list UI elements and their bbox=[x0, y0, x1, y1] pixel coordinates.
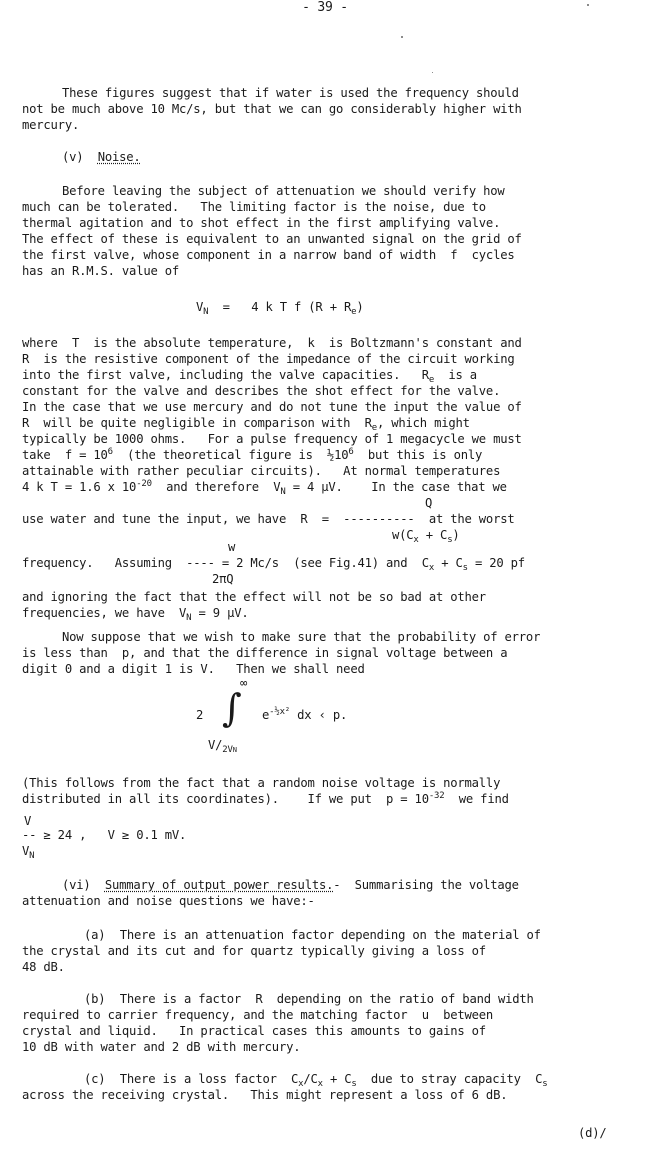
para3-line: use water and tune the input, we have R = ---------- at the worst bbox=[22, 512, 515, 526]
para3-line: and ignoring the fact that the effect will not be so bad at other bbox=[22, 590, 486, 604]
section-number: (v) bbox=[62, 150, 84, 164]
para2-line: the first valve, whose component in a narrow band of width f cycles bbox=[22, 248, 515, 262]
fraction-denominator-2piQ: 2πQ bbox=[212, 572, 234, 586]
para3-line: take $f = 10^6$ (the theoretical figure is $\frac{1}{2}10^6$ but this is only bbox=[22, 447, 483, 462]
para1-line: mercury. bbox=[22, 118, 80, 132]
section-heading-summary: (vi) Summary of output power results.- Summarising the voltage bbox=[62, 878, 519, 892]
section-heading-noise bbox=[62, 150, 141, 165]
para2-line: The effect of these is equivalent to an unwanted signal on the grid of bbox=[22, 232, 522, 246]
para3-line: constant for the valve and describes the shot effect for the valve. bbox=[22, 384, 501, 398]
para5-line: distributed in all its coordinates). If we put $p = 10^{-32}$ we find bbox=[22, 791, 509, 806]
para3-line: 4 k T = 1.6 x $10^{-20}$ and therefore $V_N = 4$ μV. In the case that we bbox=[22, 479, 507, 497]
lower-limit: $V/_{2VN}$ bbox=[208, 738, 237, 755]
section-vi-line: attenuation and noise questions we have:- bbox=[22, 894, 315, 908]
para5-line: (This follows from the fact that a random noise voltage is normally bbox=[22, 776, 501, 790]
para3-line: attainable with rather peculiar circuits). At normal temperatures bbox=[22, 464, 501, 478]
para1-line: not be much above 10 Mc/s, but that we can go considerably higher with bbox=[22, 102, 522, 116]
page-number: - 39 - bbox=[302, 0, 348, 15]
upper-limit: ∞ bbox=[240, 676, 248, 690]
integrand: $e^{-\frac{1}{2}x^2}$ dx ‹ p. bbox=[262, 707, 348, 722]
para1-line: These figures suggest that if water is used the frequency should bbox=[62, 86, 519, 100]
catchword: (d)/ bbox=[578, 1126, 607, 1140]
para4-line: Now suppose that we wish to make sure that the probability of error bbox=[62, 630, 541, 644]
para3-line: In the case that we use mercury and do not tune the input the value of bbox=[22, 400, 522, 414]
para3-line: frequency. Assuming ---- = 2 Mc/s (see Fig.41) and $C_x + C_s = 20$ pf bbox=[22, 556, 525, 573]
fraction-numerator-w: w bbox=[228, 540, 236, 554]
para2-line: thermal agitation and to shot effect in the first amplifying valve. bbox=[22, 216, 501, 230]
fraction-numerator: Q bbox=[425, 496, 433, 510]
section-title: Noise. bbox=[97, 150, 141, 164]
para3-line: into the first valve, including the valve capacities. $R_e$ is a bbox=[22, 368, 477, 385]
fraction-denominator: $w(C_x + C_s)$ bbox=[392, 528, 460, 545]
para4-line: is less than p, and that the difference in signal voltage between a bbox=[22, 646, 508, 660]
scan-speck bbox=[432, 72, 433, 73]
document-page: - 39 - These figures suggest that if water is used the frequency should not be much above 10 Mc/s, but that we can go considerably higher with mercury. (v) Noise. Before leaving the subject of attenuation we should verify how much can be tolerated. The limiting factor is the noise, due to thermal agitation and to shot effect in the first amplifying valve. The effect of these is equivalent to an unwanted signal on the grid of the first valve, whose component in a narrow band of width f cycles has an R.M.S. value of $V_N = 4$ k T f $(R + R_e)$ where T is the absolute temperature, k is Boltzmann's constant and R is the resistive component of the impedance of the circuit working into the first valve, including the valve capacities. $R_e$ is a constant for the valve and describes the shot effect for the valve. In the case that we use mercury and do not tune the input the value of R will be quite negligible in comparison with $R_e$, which might typically be 1000 ohms. For a pulse frequency of 1 megacycle we must take $f = 10^6$ (the theoretical figure is $\frac{1}{2}10^6$ but this is only attainable with rather peculiar circuits). At normal temperatures 4 k T = 1.6 x $10^{-20}$ and therefore $V_N = 4$ μV. In the case that we Q use water and tune the input, we have R = ---------- at the worst $w(C_x + C_s)$ w frequency. Assuming ---- = 2 Mc/s (see Fig.41) and $C_x + C_s = 20$ pf 2πQ and ignoring the fact that the effect will not be so bad at other frequencies, we have $V_N = 9$ μV. Now suppose that we wish to make sure that the probability of error is less than p, and that the difference in signal voltage between a digit 0 and a digit 1 is V. Then we shall need 2 ∫ ∞ $e^{-\frac{1}{2}x^2}$ dx ‹ p. $V/_{2VN}$ (This follows from the fact that a random noise voltage is normally distributed in all its coordinates). If we put $p = 10^{-32}$ we find V -- ≥ 24 , V ≥ 0.1 mV. $V_N$ (vi) Summary of output power results.- Summarising the voltage attenuation and noise questions we have:- (a) There is an attenuation factor depending on the material of the crystal and its cut and for quartz typically giving a loss of 48 dB. (b) There is a factor R depending on the ratio of band width required to carrier frequency, and the matching factor u between crystal and liquid. In practical cases this amounts to gains of 10 dB with water and 2 dB with mercury. (c) There is a loss factor $C_x/C_x + C_s$ due to stray capacity $C_s$ across the receiving crystal. This might represent a loss of 6 dB. (d)/ bbox=[0, 0, 650, 15]
para2-line: much can be tolerated. The limiting factor is the noise, due to bbox=[22, 200, 486, 214]
equation-noise-voltage: $V_N = 4$ k T f $(R + R_e)$ bbox=[196, 300, 364, 317]
para3-line: typically be 1000 ohms. For a pulse frequency of 1 megacycle we must bbox=[22, 432, 522, 446]
para2-line: Before leaving the subject of attenuation we should verify how bbox=[62, 184, 505, 198]
scan-speck bbox=[401, 36, 403, 38]
para3-line: frequencies, we have $V_N = 9$ μV. bbox=[22, 606, 249, 623]
para3-line: where T is the absolute temperature, k is Boltzmann's constant and bbox=[22, 336, 522, 350]
scan-speck bbox=[587, 4, 589, 6]
integral-sign: ∫ bbox=[222, 686, 242, 730]
para3-line: R is the resistive component of the impedance of the circuit working bbox=[22, 352, 515, 366]
para4-line: digit 0 and a digit 1 is V. Then we shall need bbox=[22, 662, 365, 676]
para3-line: R will be quite negligible in comparison with $R_e$, which might bbox=[22, 416, 470, 433]
para2-line: has an R.M.S. value of bbox=[22, 264, 180, 278]
